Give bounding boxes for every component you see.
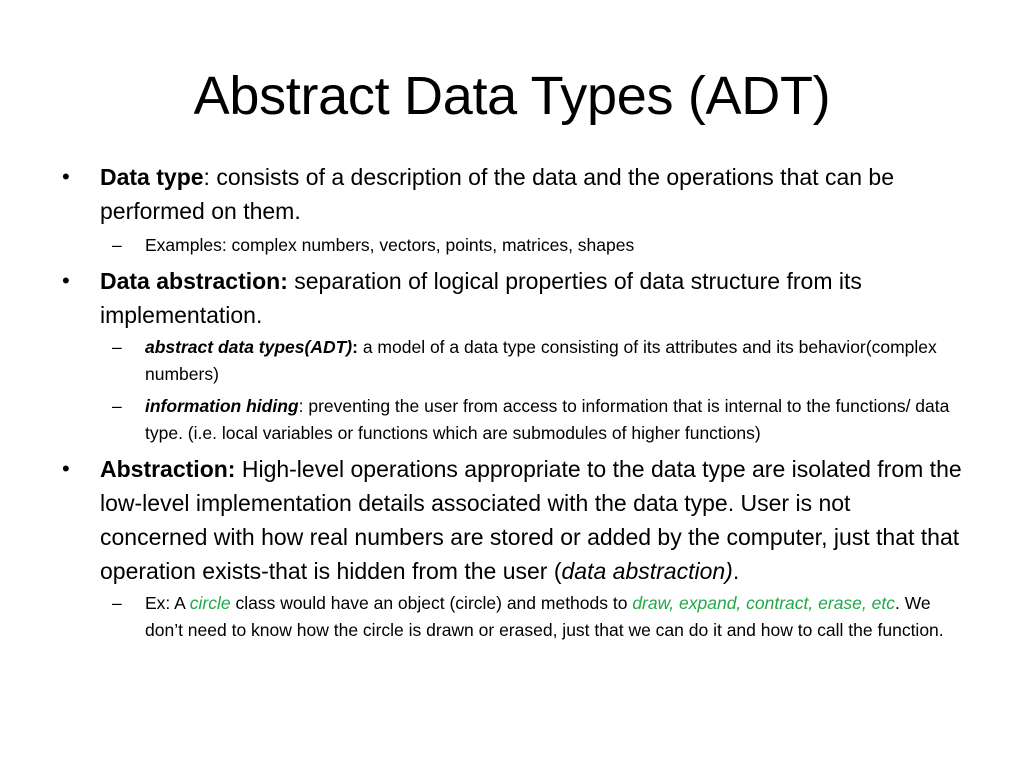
bullet-text-end: . xyxy=(732,558,740,584)
sub-bullet-information-hiding xyxy=(62,393,962,447)
term-abstraction: Abstraction: xyxy=(100,456,236,482)
term-separator: : xyxy=(203,164,210,190)
highlight-methods: draw, expand, contract, erase, etc xyxy=(632,593,895,613)
sub-bullet-adt xyxy=(62,334,962,388)
term-information-hiding: information hiding xyxy=(145,396,299,416)
bullet-text: High-level operations appropriate to the data type are isolated from the low-level implementation details associated with the data type. User is not concerned with how real numbers are stored or added by the computer, just that that operation exists-that is hidden from the user ( xyxy=(100,456,962,584)
example-prefix: Ex: A xyxy=(145,593,190,613)
sub-bullet-text: Examples: complex numbers, vectors, points, matrices, shapes xyxy=(145,235,635,255)
term-data-abstraction: Data abstraction: xyxy=(100,268,288,294)
sub-bullet-text: preventing the user from access to information that is internal to the functions/ data type. (i.e. local variables or functions which are submodules of higher functions) xyxy=(145,396,950,443)
bullet-data-type xyxy=(62,160,962,228)
slide-title: Abstract Data Types (ADT) xyxy=(193,66,831,126)
sub-bullet-circle-example xyxy=(62,590,962,644)
bullet-dot-icon: • xyxy=(62,456,70,481)
example-suffix: . We don’t need to know how the circle is drawn or erased, just that we can do it and how to call the function. xyxy=(145,593,944,640)
term-data-type: Data type xyxy=(100,164,204,190)
bullet-text: separation of logical properties of data structure from its implementation. xyxy=(100,268,862,328)
dash-icon: – xyxy=(112,235,122,255)
bullet-dot-icon: • xyxy=(62,268,70,293)
bullet-abstraction xyxy=(62,452,962,588)
term-adt: abstract data types(ADT) xyxy=(145,337,353,357)
bullet-text: consists of a description of the data and the operations that can be performed on them. xyxy=(100,164,894,224)
bullet-dot-icon: • xyxy=(62,164,70,189)
example-middle: class would have an object (circle) and methods to xyxy=(230,593,633,613)
italic-data-abstraction: data abstraction) xyxy=(561,558,733,584)
sub-bullet-examples xyxy=(62,232,962,259)
sub-bullet-text: a model of a data type consisting of its attributes and its behavior(complex numbers) xyxy=(145,337,937,384)
bullet-data-abstraction xyxy=(62,264,962,332)
dash-icon: – xyxy=(112,337,122,357)
highlight-circle: circle xyxy=(189,593,231,613)
term-separator: : xyxy=(352,337,358,357)
dash-icon: – xyxy=(112,396,122,416)
dash-icon: – xyxy=(112,593,122,613)
term-separator: : xyxy=(298,396,304,416)
slide-body xyxy=(62,160,962,649)
